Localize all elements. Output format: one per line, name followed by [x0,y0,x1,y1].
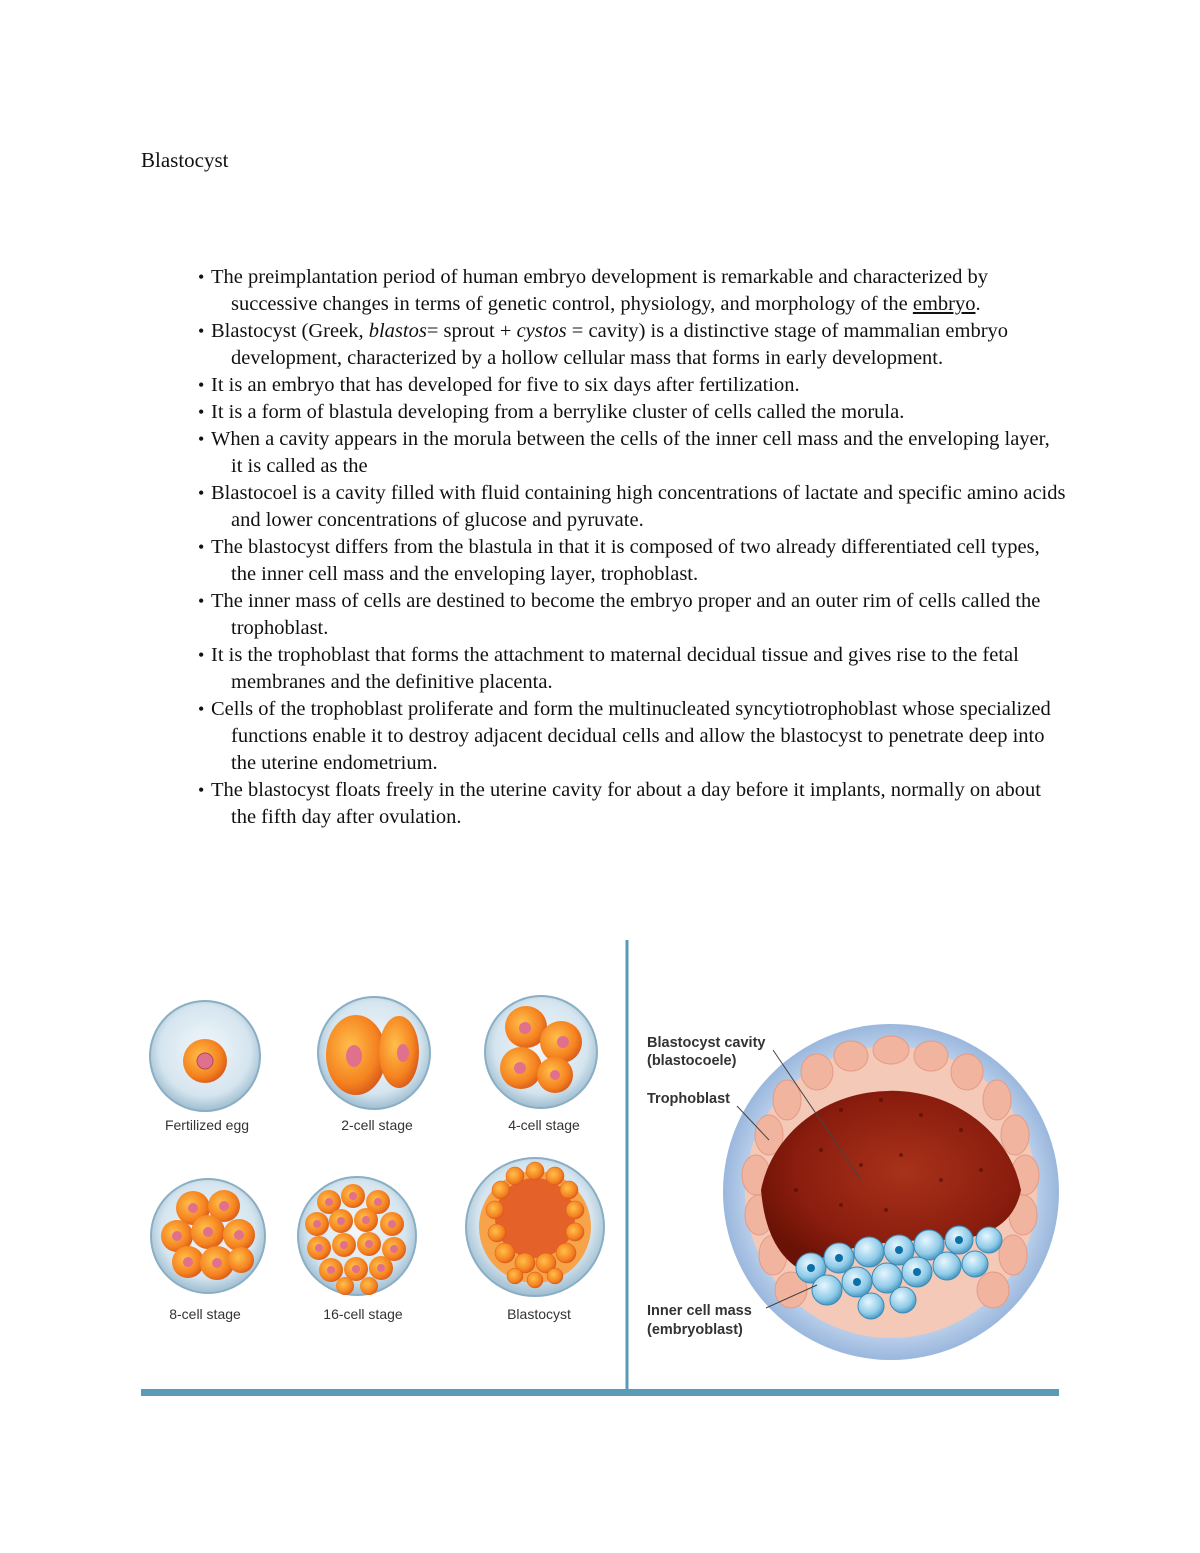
blastocyst-cross-section-illustration [723,1024,1059,1360]
label-blastocyst-cavity: Blastocyst cavity [647,1035,766,1051]
bullet-text: = sprout + [426,320,517,342]
bullet-item [196,318,1066,372]
caption-8-cell: 8-cell stage [169,1306,241,1322]
bullet-item [196,642,1066,696]
label-embryoblast: (embryoblast) [647,1322,743,1338]
bullet-list [196,264,1066,831]
bullet-text: Blastocyst (Greek, [211,320,369,342]
blastocyst-small-illustration [466,1158,604,1296]
label-blastocoele: (blastocoele) [647,1053,737,1069]
bullet-text: It is the trophoblast that forms the attachment to maternal decidual tissue and gives rise to the fetal membranes and the definitive placenta. [211,644,1019,693]
bullet-text: Blastocoel is a cavity filled with fluid containing high concentrations of lactate and specific amino acids and lower concentrations of glucose and pyruvate. [211,482,1066,531]
four-cell-illustration [485,996,597,1108]
bullet-item [196,480,1066,534]
bullet-item [196,372,1066,399]
bullet-text: The blastocyst floats freely in the uterine cavity for about a day before it implants, normally on about the fifth day after ovulation. [211,779,1041,828]
bullet-text: blastos [368,320,427,342]
caption-2-cell: 2-cell stage [341,1117,413,1133]
bullet-text: The preimplantation period of human embryo development is remarkable and characterized by successive changes in terms of genetic control, physiology, and morphology of the [211,266,988,315]
label-inner-cell-mass: Inner cell mass [647,1303,752,1319]
bullet-text: Cells of the trophoblast proliferate and form the multinucleated syncytiotrophoblast whose specialized functions enable it to destroy adjacent decidual cells and allow the blastocyst to penetrate deep into the uterine endometrium. [211,698,1051,774]
bullet-item [196,588,1066,642]
bullet-text: cystos [516,320,567,342]
bullet-text: The inner mass of cells are destined to become the embryo proper and an outer rim of cells called the trophoblast. [211,590,1041,639]
bullet-link-text[interactable]: embryo [912,293,976,315]
bullet-text: = cavity) is a distinctive stage of mammalian embryo development, characterized by a hollow cellular mass that forms in early development. [231,320,1009,369]
bullet-text: The blastocyst differs from the blastula in that it is composed of two already differentiated cell types, the inner cell mass and the enveloping layer, trophoblast. [211,536,1040,585]
bullet-item [196,534,1066,588]
bullet-text: . [975,293,981,315]
bullet-item [196,264,1066,318]
figure-svg [141,940,1059,1400]
bullet-text: It is a form of blastula developing from a berrylike cluster of cells called the morula. [211,401,905,423]
sixteen-cell-illustration [298,1177,416,1295]
bullet-text: When a cavity appears in the morula between the cells of the inner cell mass and the enveloping layer, it is called as the [211,428,1050,477]
eight-cell-illustration [151,1179,265,1293]
two-cell-illustration [318,997,430,1109]
page-title: Blastocyst [141,148,229,172]
bullet-item [196,399,1066,426]
bullet-text: It is an embryo that has developed for five to six days after fertilization. [211,374,800,396]
bullet-item [196,777,1066,831]
bullet-item [196,696,1066,777]
bottom-rule [141,1389,1059,1396]
label-trophoblast: Trophoblast [647,1091,730,1107]
caption-fertilized-egg: Fertilized egg [164,1117,250,1133]
caption-blastocyst: Blastocyst [507,1306,571,1322]
bullet-item [196,426,1066,480]
fertilized-egg-illustration [150,1001,260,1111]
embryo-development-figure [141,940,1059,1400]
caption-4-cell: 4-cell stage [508,1117,580,1133]
caption-16-cell: 16-cell stage [323,1306,403,1322]
